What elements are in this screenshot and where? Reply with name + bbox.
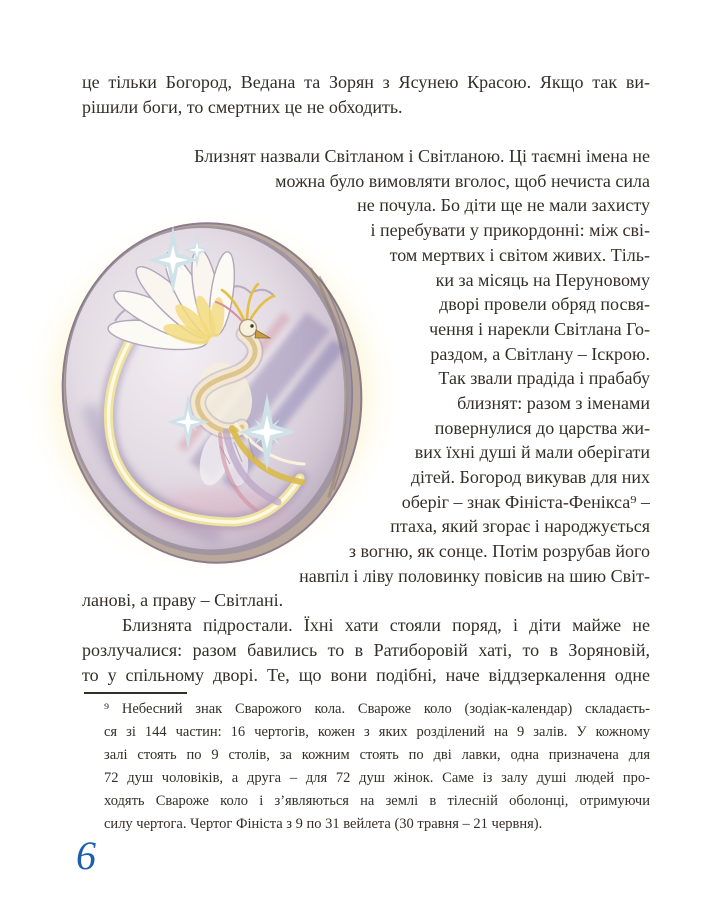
text-line: і перебувати у прикордонні: між сві- [370, 220, 650, 241]
text-line: не почула. Бо діти ще не мали захисту [357, 195, 650, 216]
text-line: Близнят назвали Світланом і Світланою. Ці таємні імена не [194, 146, 650, 167]
text-line: ланові, а праву – Світлані. [82, 590, 284, 611]
text-line: повернулися до царства жи- [434, 417, 650, 438]
text-line: том мертвих і світом живих. Тіль- [389, 244, 650, 265]
text-line: вих їхні душі й мали оберігати [414, 442, 650, 463]
body-text [82, 70, 650, 687]
text-line: навпіл і ліву половинку повісив на шию Світ- [299, 565, 650, 586]
text-line: рішили боги, то смертних це не обходить. [82, 96, 403, 117]
footnote [104, 698, 650, 836]
text-line: дітей. Богород викував для них [410, 467, 650, 487]
text-line: то у спільному дворі. Те, що вони подібні, наче віддзеркалення одне [82, 664, 650, 685]
text-line: чення і нарекли Світлана Го- [429, 318, 650, 339]
text-line: Близнята підростали. Їхні хати стояли поряд, і діти майже не [122, 615, 650, 636]
footnote-line: 72 душ чоловіків, а друга – для 72 душ жінок. Саме із залу душі людей про- [104, 770, 650, 786]
footnote-line: силу чертога. Чертог Фініста з 9 по 31 вейлета (30 травня – 21 червня). [104, 816, 543, 832]
text-line: можна було вимовляти вголос, щоб нечиста сила [275, 170, 650, 191]
footnote-line: ся зі 144 частин: 16 чертогів, кожен з яких розділений на 9 залів. У кожному [104, 724, 650, 740]
text-line: дворі провели обряд посвя- [439, 294, 650, 315]
text-line: Так звали прадіда і прабабу [438, 368, 650, 389]
text-line: раздом, а Світлану – Іскрою. [430, 343, 650, 364]
paragraph-gap [82, 119, 650, 144]
text-line: оберіг – знак Фініста-Фенікса⁹ – [401, 491, 650, 512]
text-line: це тільки Богород, Ведана та Зорян з Ясунею Красою. Якщо так ви- [82, 72, 650, 92]
text-line: розлучалися: разом бавились то в Ратиборовій хаті, то в Зоряновій, [82, 639, 650, 660]
text-line: близнят: разом з іменами [457, 392, 650, 413]
footnote-line: залі стоять по 9 столів, за кожним стоять по дві лавки, одна призначена для [104, 747, 650, 763]
footnote-line: ⁹ Небесний знак Сварожого кола. Свароже коло (зодіак-календар) складаєть- [104, 701, 650, 717]
text-line: з вогню, як сонце. Потім розрубав його [348, 541, 650, 562]
footnote-line: ходять Свароже коло і з’являються на землі в тілесній оболонці, отримуючи [104, 793, 650, 809]
footnote-separator [84, 692, 187, 694]
page-number: 6 [76, 833, 96, 878]
text-line: птаха, який згорає і народжується [390, 516, 650, 537]
text-line: ки за місяць на Перуновому [435, 269, 650, 290]
